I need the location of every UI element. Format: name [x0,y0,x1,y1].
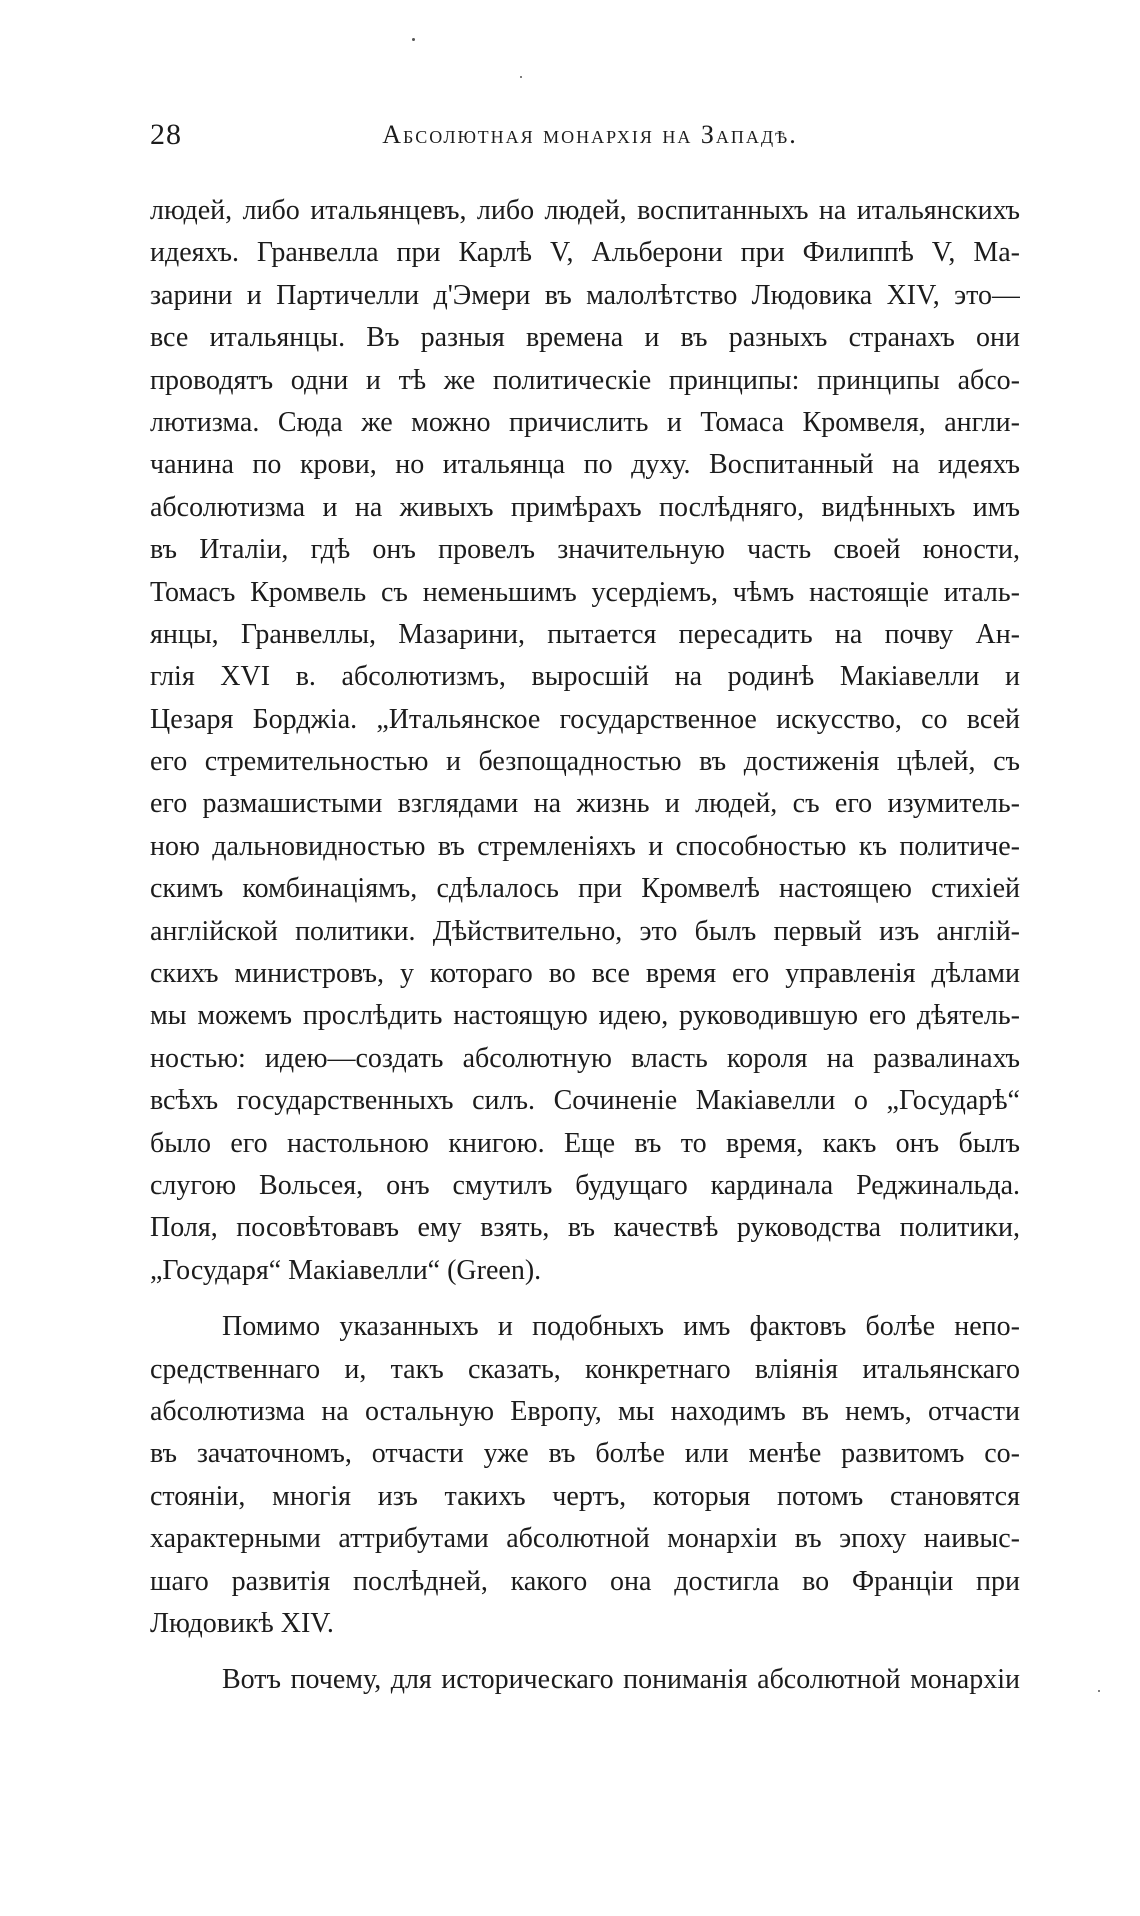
text-line: средственнаго и, такъ сказать, конкретнаго вліянія итальянскаго [150,1353,1020,1385]
text-line: въ зачаточномъ, отчасти уже въ болѣе или менѣе развитомъ со- [150,1438,1020,1470]
text-line: все итальянцы. Въ разныя времена и въ разныхъ странахъ они [150,322,1020,354]
text-line: абсолютизма на остальную Европу, мы находимъ въ немъ, отчасти [150,1395,1020,1427]
text-line: Цезаря Борджіа. „Итальянское государственное искусство, со всей [150,703,1020,735]
text-line: скимъ комбинаціямъ, сдѣлалось при Кромвелѣ настоящею стихіей [150,873,1020,905]
text-line: зарини и Партичелли д'Эмери въ малолѣтство Людовика XIV, это— [150,279,1020,311]
text-line: Вотъ почему, для историческаго пониманія абсолютной монархіи [222,1664,1020,1696]
text-line: ностью: идею—создать абсолютную власть короля на развалинахъ [150,1042,1020,1074]
text-line: чанина по крови, но итальянца по духу. Воспитанный на идеяхъ [150,449,1020,481]
text-line: стояніи, многія изъ такихъ чертъ, которыя потомъ становятся [150,1480,1020,1512]
paragraph [150,1659,1020,1701]
print-speck [1098,1690,1100,1692]
text-line: ною дальновидностью въ стремленіяхъ и способностью къ политиче- [150,830,1020,862]
text-line: Людовикѣ XIV. [150,1607,334,1639]
text-line: Помимо указанныхъ и подобныхъ имъ фактовъ болѣе непо- [222,1311,1020,1343]
text-line: въ Италіи, гдѣ онъ провелъ значительную часть своей юности, [150,534,1020,566]
text-line: его стремительностью и безпощадностью въ достиженія цѣлей, съ [150,746,1020,778]
print-speck [412,38,415,41]
running-title: Абсолютная монархія на Западѣ. [382,120,798,149]
text-line: глія XVI в. абсолютизмъ, выросшій на родинѣ Макіавелли и [150,661,1020,693]
text-line: всѣхъ государственныхъ силъ. Сочиненіе Макіавелли о „Государѣ“ [150,1085,1020,1117]
text-line: мы можемъ прослѣдить настоящую идею, руководившую его дѣятель- [150,1000,1020,1032]
text-line: людей, либо итальянцевъ, либо людей, воспитанныхъ на итальянскихъ [150,195,1020,226]
text-line: абсолютизма и на живыхъ примѣрахъ послѣдняго, видѣнныхъ имъ [150,491,1020,523]
page-header [150,118,1030,158]
paragraph [150,190,1020,1292]
text-line: лютизма. Сюда же можно причислить и Томаса Кромвеля, англи- [150,406,1020,438]
text-line: идеяхъ. Гранвелла при Карлѣ V, Альберони при Филиппѣ V, Ма- [150,237,1020,269]
text-line: шаго развитія послѣдней, какого она достигла во Франціи при [150,1565,1020,1597]
text-line: англійской политики. Дѣйствительно, это былъ первый изъ англій- [150,915,1020,947]
body-text [150,190,1020,1702]
text-line: янцы, Гранвеллы, Мазарини, пытается пересадить на почву Ан- [150,618,1020,650]
text-line: проводятъ одни и тѣ же политическіе принципы: принципы абсо- [150,364,1020,396]
text-line: слугою Вольсея, онъ смутилъ будущаго кардинала Реджинальда. [150,1169,1020,1201]
text-line: Поля, посовѣтовавъ ему взять, въ качествѣ руководства политики, [150,1212,1020,1244]
text-line: было его настольною книгою. Еще въ то время, какъ онъ былъ [150,1127,1020,1159]
text-line: характерными аттрибутами абсолютной монархіи въ эпоху наивыс- [150,1523,1020,1555]
text-line: скихъ министровъ, у котораго во все время его управленія дѣлами [150,958,1020,990]
page-number: 28 [150,118,182,151]
print-speck [520,76,522,78]
paragraph [150,1306,1020,1645]
text-line: его размашистыми взглядами на жизнь и людей, съ его изумитель- [150,788,1020,820]
text-line: „Государя“ Макіавелли“ (Green). [150,1254,542,1286]
text-line: Томасъ Кромвель съ неменьшимъ усердіемъ, чѣмъ настоящіе италь- [150,576,1020,608]
